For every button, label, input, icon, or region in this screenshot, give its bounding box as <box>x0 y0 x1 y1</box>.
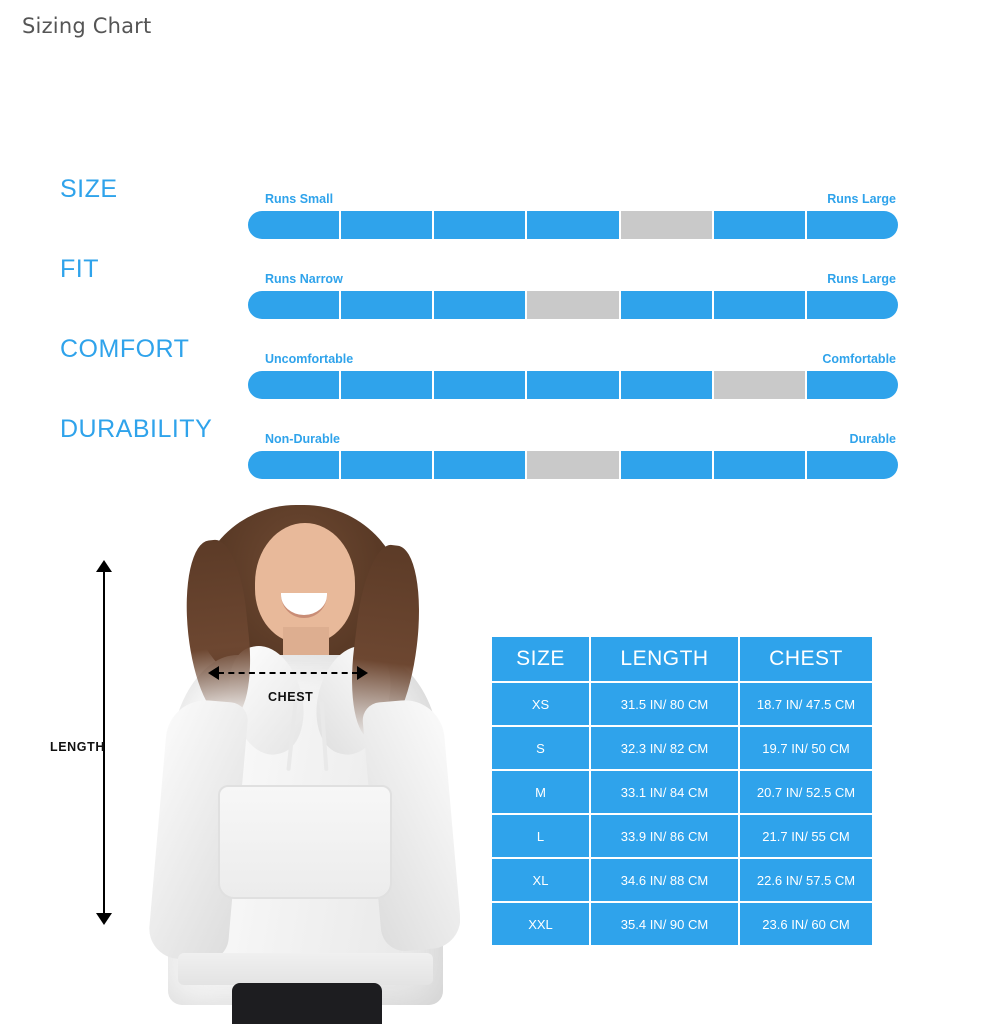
scale-endcap-right: Durable <box>849 432 896 446</box>
size-cell: L <box>492 815 589 857</box>
scale-track[interactable] <box>248 291 898 319</box>
chest-measure-label: CHEST <box>268 690 314 704</box>
chest-cell: 20.7 IN/ 52.5 CM <box>740 771 872 813</box>
length-cell: 35.4 IN/ 90 CM <box>591 903 738 945</box>
chest-cell: 21.7 IN/ 55 CM <box>740 815 872 857</box>
size-table-body <box>492 683 872 945</box>
scale-segment[interactable] <box>341 371 432 399</box>
scale-endcap-right: Runs Large <box>827 192 896 206</box>
table-row <box>492 683 872 725</box>
page-title: Sizing Chart <box>22 14 152 38</box>
size-cell: S <box>492 727 589 769</box>
arrow-head-right-icon <box>357 666 368 680</box>
scale-label: DURABILITY <box>60 415 213 443</box>
scale-segment[interactable] <box>621 291 712 319</box>
scale-row-size <box>0 175 1006 255</box>
length-cell: 33.1 IN/ 84 CM <box>591 771 738 813</box>
table-row <box>492 815 872 857</box>
rating-scales <box>0 175 1006 495</box>
scale-segment[interactable] <box>621 371 712 399</box>
scale-segment[interactable] <box>807 291 898 319</box>
scale-segment[interactable] <box>714 211 805 239</box>
scale-segment[interactable] <box>341 211 432 239</box>
chest-cell: 19.7 IN/ 50 CM <box>740 727 872 769</box>
scale-label: COMFORT <box>60 335 190 363</box>
size-table-head <box>492 637 872 681</box>
scale-row-comfort <box>0 335 1006 415</box>
scale-segment-selected[interactable] <box>527 451 618 479</box>
size-table <box>490 635 874 947</box>
scale-track[interactable] <box>248 451 898 479</box>
length-cell: 34.6 IN/ 88 CM <box>591 859 738 901</box>
scale-segment[interactable] <box>341 291 432 319</box>
chest-measure-arrow-icon <box>208 665 368 681</box>
scale-segment[interactable] <box>248 451 339 479</box>
scale-segment-selected[interactable] <box>621 211 712 239</box>
scale-row-durability <box>0 415 1006 495</box>
table-row <box>492 903 872 945</box>
scale-segment[interactable] <box>248 211 339 239</box>
table-row <box>492 727 872 769</box>
table-row <box>492 859 872 901</box>
scale-segment[interactable] <box>527 371 618 399</box>
size-cell: XXL <box>492 903 589 945</box>
scale-segment[interactable] <box>434 451 525 479</box>
length-cell: 32.3 IN/ 82 CM <box>591 727 738 769</box>
scale-endcap-left: Runs Small <box>265 192 334 206</box>
scale-segment[interactable] <box>714 291 805 319</box>
chest-cell: 18.7 IN/ 47.5 CM <box>740 683 872 725</box>
length-cell: 31.5 IN/ 80 CM <box>591 683 738 725</box>
chest-cell: 22.6 IN/ 57.5 CM <box>740 859 872 901</box>
scale-segment[interactable] <box>714 451 805 479</box>
size-table-header-row <box>492 637 872 681</box>
size-table-header-chest: CHEST <box>740 637 872 681</box>
scale-endcap-left: Uncomfortable <box>265 352 354 366</box>
model-leggings <box>232 983 382 1024</box>
arrow-shaft-dashed <box>218 672 358 674</box>
chest-cell: 23.6 IN/ 60 CM <box>740 903 872 945</box>
scale-label: FIT <box>60 255 99 283</box>
scale-track[interactable] <box>248 211 898 239</box>
scale-segment[interactable] <box>807 371 898 399</box>
scale-segment[interactable] <box>434 211 525 239</box>
table-row <box>492 771 872 813</box>
arrow-head-down-icon <box>96 913 112 925</box>
size-cell: XL <box>492 859 589 901</box>
scale-endcap-left: Non-Durable <box>265 432 340 446</box>
scale-segment[interactable] <box>248 291 339 319</box>
length-cell: 33.9 IN/ 86 CM <box>591 815 738 857</box>
scale-track[interactable] <box>248 371 898 399</box>
size-table-header-size: SIZE <box>492 637 589 681</box>
size-table-header-length: LENGTH <box>591 637 738 681</box>
scale-segment[interactable] <box>248 371 339 399</box>
scale-segment[interactable] <box>434 371 525 399</box>
scale-segment-selected[interactable] <box>527 291 618 319</box>
scale-segment[interactable] <box>434 291 525 319</box>
size-cell: M <box>492 771 589 813</box>
scale-endcap-left: Runs Narrow <box>265 272 343 286</box>
model-photo <box>140 505 460 1024</box>
scale-segment[interactable] <box>341 451 432 479</box>
scale-label: SIZE <box>60 175 118 203</box>
scale-endcap-right: Comfortable <box>822 352 896 366</box>
scale-segment-selected[interactable] <box>714 371 805 399</box>
scale-segment[interactable] <box>807 451 898 479</box>
scale-segment[interactable] <box>621 451 712 479</box>
hoodie-kangaroo-pocket <box>218 785 392 899</box>
scale-row-fit <box>0 255 1006 335</box>
scale-segment[interactable] <box>807 211 898 239</box>
product-photo-block <box>50 505 460 1024</box>
model-face <box>255 523 355 643</box>
length-measure-label: LENGTH <box>50 740 105 754</box>
size-cell: XS <box>492 683 589 725</box>
scale-endcap-right: Runs Large <box>827 272 896 286</box>
scale-segment[interactable] <box>527 211 618 239</box>
hoodie-hem <box>178 953 433 985</box>
